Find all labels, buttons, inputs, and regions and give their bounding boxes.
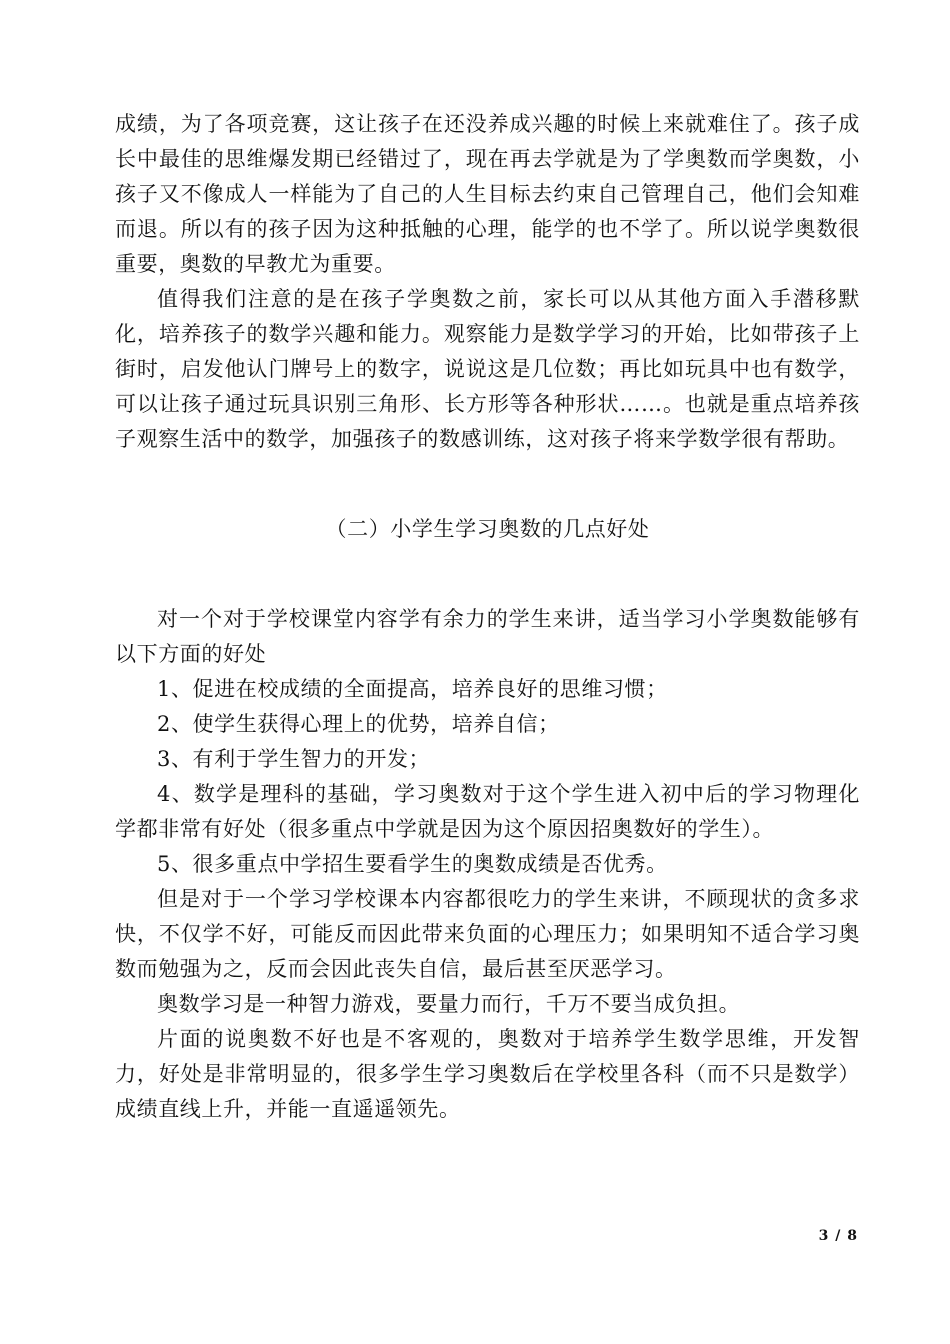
section-heading: （二）小学生学习奥数的几点好处: [325, 517, 650, 541]
list-item-2: 2、使学生获得心理上的优势，培养自信；: [157, 712, 560, 736]
paragraph-continuation: 成绩，为了各项竞赛，这让孩子在还没养成兴趣的时候上来就难住了。孩子成长中最佳的思维爆发期已经错过了，现在再去学就是为了学奥数而学奥数，小孩子又不像成人一样能为了自己的人生目标去约束自己管理自己，他们会知难而退。所以有的孩子因为这种抵触的心理，能学的也不学了。所以说学奥数很重要，奥数的早教尤为重要。: [115, 112, 860, 276]
paragraph-caution: 但是对于一个学习学校课本内容都很吃力的学生来讲，不顾现状的贪多求快，不仅学不好，可能反而因此带来负面的心理压力；如果明知不适合学习奥数而勉强为之，反而会因此丧失自信，最后甚至厌恶学习。: [115, 887, 860, 981]
document-page: [115, 107, 860, 1127]
list-item-3: 3、有利于学生智力的开发；: [157, 747, 431, 771]
list-item-4: 4、数学是理科的基础，学习奥数对于这个学生进入初中后的学习物理化学都非常有好处（很多重点中学就是因为这个原因招奥数好的学生）。: [115, 782, 860, 841]
page-number: 3 / 8: [818, 1228, 858, 1244]
list-item-1: 1、促进在校成绩的全面提高，培养良好的思维习惯；: [157, 677, 668, 701]
paragraph-game: 奥数学习是一种智力游戏，要量力而行，千万不要当成负担。: [157, 992, 741, 1016]
paragraph-observation: 值得我们注意的是在孩子学奥数之前，家长可以从其他方面入手潜移默化，培养孩子的数学兴趣和能力。观察能力是数学学习的开始，比如带孩子上街时，启发他认门牌号上的数字，说说这是几位数；再比如玩具中也有数学，可以让孩子通过玩具识别三角形、长方形等各种形状……。也就是重点培养孩子观察生活中的数学，加强孩子的数感训练，这对孩子将来学数学很有帮助。: [115, 287, 860, 451]
paragraph-conclusion: 片面的说奥数不好也是不客观的，奥数对于培养学生数学思维，开发智力，好处是非常明显的，很多学生学习奥数后在学校里各科（而不只是数学）成绩直线上升，并能一直遥遥领先。: [115, 1027, 860, 1121]
list-item-5: 5、很多重点中学招生要看学生的奥数成绩是否优秀。: [157, 852, 668, 876]
paragraph-intro: 对一个对于学校课堂内容学有余力的学生来讲，适当学习小学奥数能够有以下方面的好处: [115, 607, 860, 666]
